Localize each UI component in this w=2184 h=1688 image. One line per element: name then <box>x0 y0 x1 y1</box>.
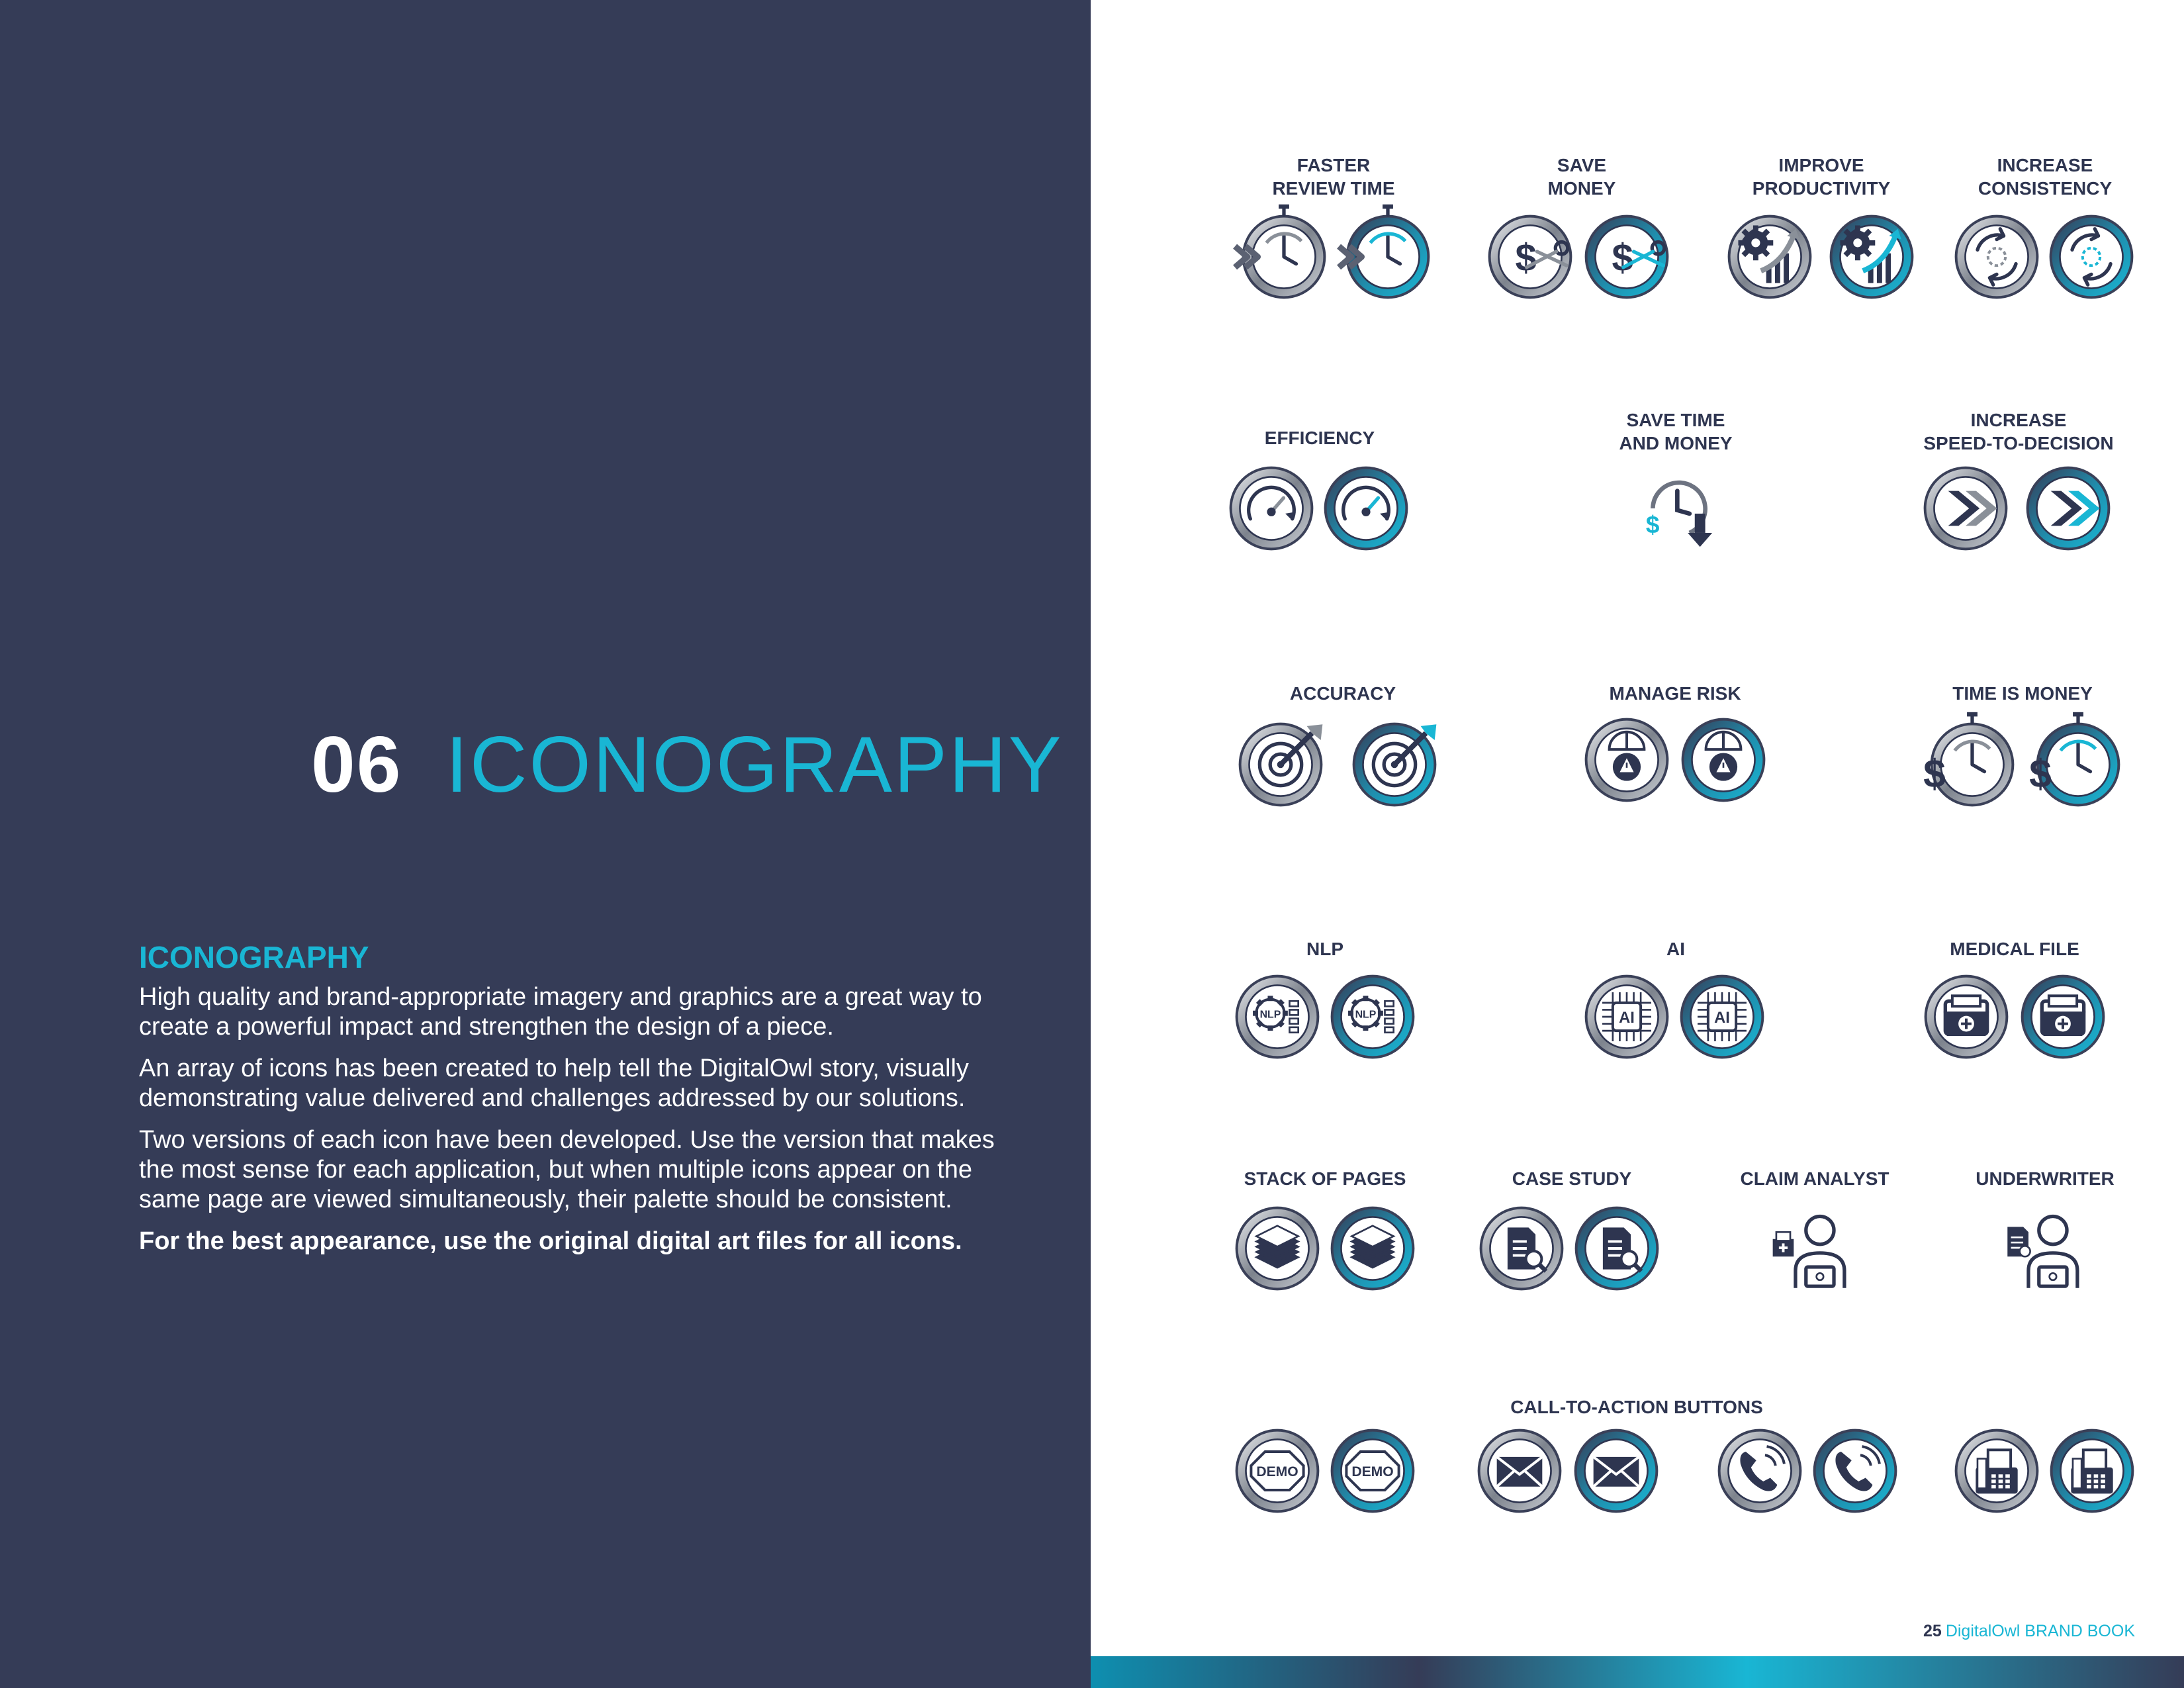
page-number: 25 <box>1923 1622 1942 1640</box>
nlp-gear-icon <box>1234 973 1321 1060</box>
icon-label: IMPROVE PRODUCTIVITY <box>1752 155 1891 199</box>
svg-text:NLP: NLP <box>1259 1009 1281 1021</box>
time-is-money-teal-icon <box>2029 721 2122 808</box>
medical-folder-icon <box>2019 973 2107 1060</box>
svg-text:AI: AI <box>1714 1009 1730 1027</box>
svg-text:$: $ <box>1612 236 1633 280</box>
ai-teal-icon <box>1678 973 1766 1060</box>
document-search-icon <box>1478 1205 1565 1292</box>
underwriter-icon <box>2004 1204 2091 1291</box>
cta-fax-silver-icon <box>1953 1427 2040 1515</box>
ai-chip-icon <box>1678 973 1766 1060</box>
increase-consistency-silver-icon <box>1953 213 2040 301</box>
svg-text:$: $ <box>1515 236 1537 280</box>
ai-silver-icon <box>1583 973 1670 1060</box>
icon-label: STACK OF PAGES <box>1244 1168 1406 1189</box>
cta-fax-teal-icon <box>2048 1427 2136 1515</box>
icon-label: UNDERWRITER <box>1976 1168 2115 1189</box>
medical-folder-icon <box>1923 973 2010 1060</box>
save-time-and-money-single-icon <box>1635 465 1723 552</box>
icon-label: CLAIM ANALYST <box>1740 1168 1889 1189</box>
stack-of-pages-teal-icon <box>1329 1205 1416 1292</box>
icon-label: NLP <box>1306 939 1343 959</box>
nlp-teal-icon <box>1329 973 1416 1060</box>
icon-label: MEDICAL FILE <box>1950 939 2079 959</box>
manage-risk-silver-icon <box>1583 716 1670 804</box>
icon-label: CALL-TO-ACTION BUTTONS <box>1510 1397 1763 1417</box>
icon-label: INCREASE SPEED-TO-DECISION <box>1923 410 2114 453</box>
svg-text:DEMO: DEMO <box>1351 1464 1394 1479</box>
footer-gradient-bar <box>1091 1656 2184 1688</box>
increase-consistency-teal-icon <box>2048 213 2135 301</box>
cycle-arrows-icon <box>2048 213 2135 301</box>
umbrella-gear-warning-icon <box>1583 716 1670 804</box>
svg-text:$: $ <box>1645 510 1660 538</box>
demo-badge-icon <box>1329 1427 1416 1515</box>
stacked-pages-icon <box>1234 1205 1321 1292</box>
underwriter-single-icon <box>2004 1204 2091 1291</box>
body-paragraph: Two versions of each icon have been developed. Use the version that makes the most sense for each application, but when multiple icons appear on the same page are viewed simultaneously, their palette should be consistent. <box>139 1126 995 1213</box>
cta-phone-teal-icon <box>1811 1427 1899 1515</box>
stopwatch-forward-icon <box>1344 213 1432 301</box>
efficiency-silver-icon <box>1228 465 1315 552</box>
svg-text:NLP: NLP <box>1355 1009 1377 1021</box>
stopwatch-forward-icon <box>1240 213 1328 301</box>
icon-label: SAVE TIME AND MONEY <box>1619 410 1733 453</box>
claim-analyst-icon <box>1771 1204 1858 1291</box>
medical-file-silver-icon <box>1923 973 2010 1060</box>
accuracy-silver-icon <box>1237 721 1324 808</box>
cta-email-teal-icon <box>1572 1427 1660 1515</box>
dark-panel <box>0 0 1091 1688</box>
medical-file-teal-icon <box>2019 973 2107 1060</box>
umbrella-gear-warning-icon <box>1680 716 1767 804</box>
icon-label: AI <box>1666 939 1685 959</box>
dollar-stopwatch-icon <box>2029 721 2122 808</box>
footer-brand: DigitalOwl BRAND BOOK <box>1945 1622 2135 1640</box>
dollar-stopwatch-icon <box>1923 721 2016 808</box>
nlp-gear-icon <box>1329 973 1416 1060</box>
envelope-icon <box>1476 1427 1563 1515</box>
body-copy <box>139 940 1019 1268</box>
svg-text:$: $ <box>2029 751 2052 796</box>
icon-label: TIME IS MONEY <box>1952 683 2093 704</box>
body-note: For the best appearance, use the original digital art files for all icons. <box>139 1227 962 1255</box>
page-footer <box>1923 1622 2135 1641</box>
target-dart-icon <box>1237 721 1324 808</box>
body-paragraph: An array of icons has been created to help tell the DigitalOwl story, visually demonstrating value delivered and challenges addressed by our solutions. <box>139 1055 969 1112</box>
improve-productivity-silver-icon <box>1726 213 1813 301</box>
save-money-teal-icon <box>1583 213 1670 301</box>
cycle-arrows-icon <box>1953 213 2040 301</box>
cta-demo-silver-icon <box>1234 1427 1321 1515</box>
phone-icon <box>1716 1427 1803 1515</box>
icon-label: EFFICIENCY <box>1264 428 1375 448</box>
speedometer-icon <box>1228 465 1315 552</box>
dollar-scissors-icon <box>1486 213 1574 301</box>
target-dart-icon <box>1351 721 1438 808</box>
cta-demo-teal-icon <box>1329 1427 1416 1515</box>
icon-label: INCREASE CONSISTENCY <box>1978 155 2113 199</box>
gear-growth-chart-icon <box>1726 213 1813 301</box>
section-name: ICONOGRAPHY <box>445 720 1064 809</box>
case-study-silver-icon <box>1478 1205 1565 1292</box>
svg-text:AI: AI <box>1619 1009 1635 1027</box>
manage-risk-teal-icon <box>1680 716 1767 804</box>
improve-productivity-teal-icon <box>1828 213 1915 301</box>
svg-text:$: $ <box>1923 751 1946 796</box>
double-chevron-icon <box>2025 465 2112 552</box>
ai-chip-icon <box>1583 973 1670 1060</box>
increase-speed-to-decision-teal-icon <box>2025 465 2112 552</box>
demo-badge-icon <box>1234 1427 1321 1515</box>
time-is-money-silver-icon <box>1923 721 2016 808</box>
efficiency-teal-icon <box>1322 465 1410 552</box>
case-study-teal-icon <box>1573 1205 1661 1292</box>
nlp-silver-icon <box>1234 973 1321 1060</box>
stack-of-pages-silver-icon <box>1234 1205 1321 1292</box>
increase-speed-to-decision-silver-icon <box>1922 465 2009 552</box>
faster-review-time-silver-icon <box>1240 213 1328 301</box>
section-title <box>311 720 1064 809</box>
body-heading: ICONOGRAPHY <box>139 940 369 974</box>
gear-growth-chart-icon <box>1828 213 1915 301</box>
icon-label: FASTER REVIEW TIME <box>1272 155 1395 199</box>
save-money-silver-icon <box>1486 213 1574 301</box>
section-number: 06 <box>311 720 402 809</box>
icon-label: ACCURACY <box>1289 683 1396 704</box>
faster-review-time-teal-icon <box>1344 213 1432 301</box>
claim-analyst-single-icon <box>1771 1204 1858 1291</box>
fax-machine-icon <box>2048 1427 2136 1515</box>
document-search-icon <box>1573 1205 1661 1292</box>
accuracy-teal-icon <box>1351 721 1438 808</box>
cta-email-silver-icon <box>1476 1427 1563 1515</box>
stacked-pages-icon <box>1329 1205 1416 1292</box>
svg-text:DEMO: DEMO <box>1256 1464 1298 1479</box>
icon-label: SAVE MONEY <box>1547 155 1616 199</box>
fax-machine-icon <box>1953 1427 2040 1515</box>
body-paragraph: High quality and brand-appropriate imagery and graphics are a great way to create a powerful impact and strengthen the design of a piece. <box>139 983 982 1041</box>
dollar-scissors-icon <box>1583 213 1670 301</box>
clock-dollar-down-icon <box>1635 465 1723 552</box>
icon-label: CASE STUDY <box>1512 1168 1632 1189</box>
cta-phone-silver-icon <box>1716 1427 1803 1515</box>
double-chevron-icon <box>1922 465 2009 552</box>
icon-label: MANAGE RISK <box>1609 683 1741 704</box>
phone-icon <box>1811 1427 1899 1515</box>
envelope-icon <box>1572 1427 1660 1515</box>
speedometer-icon <box>1322 465 1410 552</box>
